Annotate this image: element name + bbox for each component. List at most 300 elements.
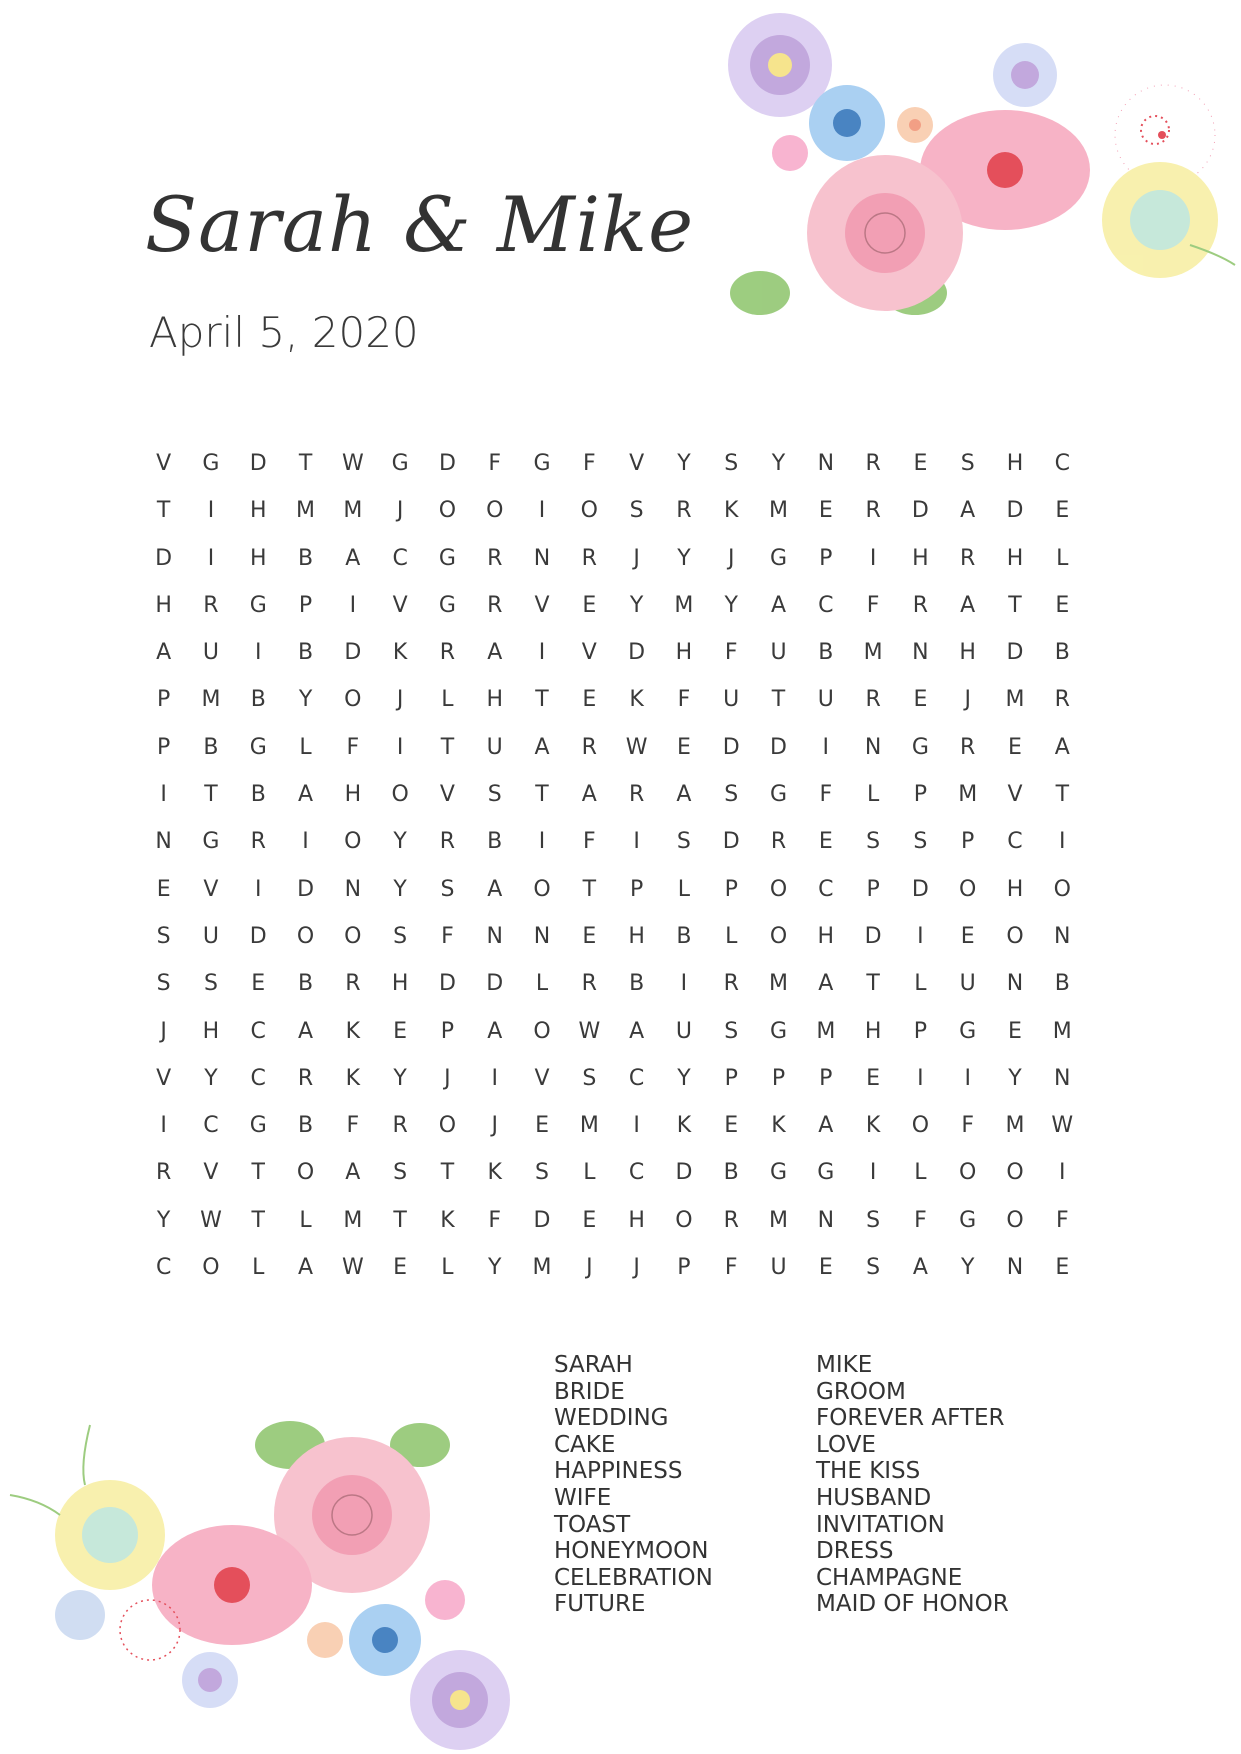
- grid-letter: P: [724, 876, 738, 902]
- grid-row: [140, 1197, 1086, 1244]
- wedding-date: April 5, 2020: [149, 308, 419, 357]
- grid-letter: R: [628, 782, 645, 808]
- grid-letter: K: [723, 498, 739, 524]
- grid-letter: I: [160, 782, 167, 808]
- grid-letter: I: [869, 545, 877, 571]
- grid-letter: L: [1056, 545, 1069, 571]
- grid-letter: N: [533, 923, 551, 949]
- grid-row: [140, 913, 1086, 960]
- grid-letter: F: [488, 1207, 502, 1233]
- grid-letter: K: [865, 1113, 881, 1139]
- grid-letter: T: [156, 498, 171, 524]
- grid-letter: A: [770, 592, 787, 618]
- grid-letter: N: [1054, 1065, 1071, 1091]
- grid-letter: O: [1053, 876, 1071, 902]
- grid-letter: D: [911, 498, 929, 524]
- grid-row: [140, 487, 1086, 534]
- grid-letter: M: [769, 971, 788, 997]
- grid-letter: U: [675, 1018, 692, 1044]
- grid-letter: O: [296, 1160, 315, 1186]
- grid-letter: P: [771, 1065, 786, 1091]
- grid-letter: E: [582, 687, 597, 713]
- grid-letter: T: [251, 1207, 265, 1233]
- word-list-item: SARAH: [554, 1352, 633, 1378]
- grid-letter: I: [538, 498, 546, 524]
- grid-letter: J: [444, 1065, 451, 1091]
- grid-letter: B: [629, 971, 645, 997]
- grid-letter: Y: [960, 1255, 975, 1281]
- grid-letter: N: [533, 545, 551, 571]
- grid-letter: G: [769, 782, 788, 808]
- grid-letter: K: [629, 687, 644, 713]
- grid-letter: H: [628, 1207, 645, 1233]
- grid-letter: D: [486, 971, 504, 997]
- grid-letter: T: [204, 782, 218, 808]
- floral-decoration-bottom-left: [0, 1415, 530, 1754]
- grid-letter: A: [1054, 734, 1070, 760]
- grid-letter: H: [959, 640, 976, 666]
- grid-letter: S: [487, 782, 502, 808]
- grid-letter: E: [913, 451, 928, 476]
- grid-letter: E: [818, 829, 833, 855]
- grid-letter: S: [440, 876, 455, 902]
- grid-letter: E: [724, 1113, 739, 1139]
- grid-letter: S: [866, 1207, 881, 1233]
- grid-letter: Y: [204, 1065, 218, 1091]
- word-list-item: HONEYMOON: [554, 1538, 709, 1565]
- grid-letter: R: [581, 545, 597, 571]
- grid-letter: B: [250, 782, 266, 808]
- grid-letter: T: [1008, 592, 1022, 618]
- grid-letter: Y: [771, 451, 786, 476]
- grid-letter: B: [250, 687, 266, 713]
- grid-letter: F: [346, 734, 360, 760]
- grid-letter: S: [866, 829, 881, 855]
- grid-letter: H: [391, 971, 409, 997]
- grid-letter: O: [769, 876, 788, 902]
- word-list-item: HAPPINESS: [554, 1458, 683, 1485]
- grid-letter: D: [533, 1207, 551, 1233]
- grid-letter: E: [393, 1255, 408, 1281]
- grid-letter: J: [160, 1018, 167, 1044]
- grid-letter: M: [1005, 1113, 1025, 1139]
- grid-letter: I: [538, 640, 546, 666]
- grid-letter: S: [913, 829, 928, 855]
- grid-letter: T: [771, 687, 786, 713]
- grid-letter: I: [207, 545, 215, 571]
- grid-letter: J: [633, 545, 640, 571]
- grid-letter: P: [157, 687, 171, 713]
- grid-row: [140, 629, 1086, 676]
- word-list-item: CELEBRATION: [554, 1564, 713, 1591]
- grid-letter: M: [1005, 687, 1025, 713]
- word-list-item: CHAMPAGNE: [816, 1564, 963, 1591]
- grid-letter: I: [822, 734, 830, 760]
- word-list-item: GROOM: [816, 1378, 906, 1405]
- grid-letter: I: [680, 971, 688, 997]
- grid-letter: L: [299, 1207, 312, 1233]
- grid-row: [140, 818, 1086, 865]
- grid-letter: D: [1006, 498, 1024, 524]
- grid-row: [140, 676, 1086, 723]
- grid-letter: I: [869, 1160, 877, 1186]
- grid-letter: R: [250, 829, 266, 855]
- grid-letter: R: [865, 687, 881, 713]
- grid-letter: V: [392, 592, 408, 618]
- grid-letter: Y: [393, 1065, 407, 1091]
- grid-letter: K: [487, 1160, 502, 1186]
- grid-letter: I: [491, 1065, 498, 1091]
- grid-letter: R: [345, 971, 361, 997]
- grid-letter: M: [343, 498, 363, 524]
- grid-letter: P: [677, 1255, 691, 1281]
- grid-letter: G: [769, 1018, 788, 1044]
- grid-letter: P: [819, 545, 833, 571]
- grid-letter: C: [155, 1255, 172, 1281]
- grid-letter: O: [959, 1160, 977, 1186]
- grid-letter: H: [344, 782, 362, 808]
- grid-letter: G: [202, 451, 220, 476]
- grid-row: [140, 1055, 1086, 1102]
- grid-letter: B: [297, 640, 314, 666]
- grid-row: [140, 771, 1086, 818]
- grid-letter: D: [1006, 640, 1024, 666]
- grid-letter: P: [961, 829, 975, 855]
- grid-letter: S: [676, 829, 691, 855]
- grid-letter: A: [345, 1160, 361, 1186]
- grid-letter: A: [818, 1113, 834, 1139]
- grid-letter: R: [770, 829, 787, 855]
- grid-letter: S: [535, 1160, 549, 1186]
- grid-letter: R: [487, 592, 503, 618]
- grid-letter: I: [538, 829, 546, 855]
- grid-letter: U: [817, 687, 834, 713]
- grid-letter: R: [865, 451, 881, 476]
- grid-letter: J: [633, 1255, 640, 1281]
- grid-letter: V: [581, 640, 597, 666]
- grid-letter: S: [393, 1160, 408, 1186]
- grid-letter: D: [155, 545, 173, 571]
- grid-letter: K: [392, 640, 408, 666]
- grid-letter: E: [393, 1018, 408, 1044]
- grid-letter: R: [865, 498, 881, 524]
- grid-letter: L: [299, 734, 312, 760]
- grid-letter: H: [1006, 545, 1024, 571]
- grid-letter: M: [958, 782, 978, 808]
- grid-letter: I: [160, 1113, 167, 1139]
- grid-letter: T: [393, 1207, 407, 1233]
- grid-letter: W: [341, 1255, 364, 1281]
- grid-letter: I: [302, 829, 309, 855]
- grid-letter: N: [155, 829, 172, 855]
- grid-letter: B: [1054, 640, 1070, 666]
- grid-letter: F: [866, 592, 880, 618]
- grid-letter: U: [202, 923, 219, 949]
- grid-letter: B: [1054, 971, 1070, 997]
- grid-letter: R: [1054, 687, 1070, 713]
- grid-letter: P: [913, 782, 928, 808]
- grid-letter: O: [438, 1113, 457, 1139]
- grid-letter: G: [769, 545, 788, 571]
- grid-letter: L: [677, 876, 691, 902]
- grid-letter: V: [534, 1065, 550, 1091]
- grid-letter: J: [586, 1255, 593, 1281]
- grid-row: [140, 724, 1086, 771]
- grid-letter: A: [487, 876, 503, 902]
- grid-letter: F: [346, 1113, 360, 1139]
- grid-letter: A: [298, 782, 314, 808]
- grid-letter: E: [582, 923, 597, 949]
- grid-letter: B: [203, 734, 219, 760]
- grid-letter: F: [819, 782, 833, 808]
- grid-letter: A: [676, 782, 692, 808]
- grid-letter: O: [1006, 1207, 1024, 1233]
- grid-letter: L: [535, 971, 549, 997]
- grid-letter: V: [629, 451, 645, 476]
- grid-letter: O: [391, 782, 409, 808]
- grid-letter: E: [251, 971, 266, 997]
- grid-letter: Y: [677, 545, 691, 571]
- grid-letter: C: [250, 1065, 266, 1091]
- grid-letter: T: [535, 782, 549, 808]
- grid-letter: E: [866, 1065, 881, 1091]
- grid-letter: A: [581, 782, 597, 808]
- grid-letter: A: [298, 1255, 314, 1281]
- grid-letter: P: [913, 1018, 928, 1044]
- grid-letter: W: [1051, 1113, 1074, 1139]
- grid-letter: V: [156, 451, 172, 476]
- grid-letter: G: [959, 1207, 977, 1233]
- grid-letter: E: [913, 687, 928, 713]
- grid-letter: C: [1007, 829, 1023, 855]
- grid-letter: D: [297, 876, 315, 902]
- grid-letter: D: [911, 876, 929, 902]
- grid-letter: E: [1055, 1255, 1070, 1281]
- grid-letter: R: [439, 640, 456, 666]
- grid-letter: D: [249, 451, 267, 476]
- word-list-item: WEDDING: [554, 1405, 669, 1432]
- grid-letter: C: [250, 1018, 266, 1044]
- grid-letter: I: [964, 1065, 971, 1091]
- grid-letter: T: [535, 687, 549, 713]
- grid-letter: S: [582, 1065, 597, 1091]
- grid-letter: V: [203, 1160, 219, 1186]
- grid-letter: S: [724, 451, 739, 476]
- grid-letter: E: [1055, 592, 1070, 618]
- grid-letter: R: [297, 1065, 314, 1091]
- grid-letter: M: [579, 1113, 599, 1139]
- grid-letter: U: [723, 687, 740, 713]
- grid-letter: N: [486, 923, 503, 949]
- grid-letter: T: [582, 876, 597, 902]
- grid-letter: P: [157, 734, 171, 760]
- grid-letter: N: [912, 640, 929, 666]
- grid-letter: H: [675, 640, 693, 666]
- grid-letter: M: [343, 1207, 363, 1233]
- word-list-item: CAKE: [554, 1431, 616, 1458]
- grid-letter: D: [864, 923, 882, 949]
- grid-letter: H: [486, 687, 503, 713]
- grid-letter: I: [349, 592, 357, 618]
- word-search-grid: [140, 440, 1086, 1291]
- grid-letter: R: [723, 971, 739, 997]
- grid-letter: I: [917, 923, 924, 949]
- word-list-left: [554, 1352, 713, 1618]
- grid-letter: C: [628, 1160, 645, 1186]
- grid-letter: N: [344, 876, 362, 902]
- grid-letter: D: [438, 971, 456, 997]
- grid-letter: A: [960, 592, 976, 618]
- grid-letter: A: [818, 971, 834, 997]
- grid-letter: J: [396, 498, 404, 524]
- grid-letter: H: [202, 1018, 220, 1044]
- grid-letter: I: [1059, 829, 1066, 855]
- grid-letter: O: [1006, 1160, 1024, 1186]
- grid-letter: L: [441, 687, 454, 713]
- grid-letter: P: [819, 1065, 833, 1091]
- grid-letter: H: [912, 545, 929, 571]
- grid-letter: O: [769, 923, 788, 949]
- grid-letter: F: [441, 923, 454, 949]
- grid-letter: R: [960, 545, 976, 571]
- grid-letter: I: [254, 640, 262, 666]
- grid-letter: O: [486, 498, 504, 524]
- grid-letter: C: [203, 1113, 219, 1139]
- grid-letter: D: [344, 640, 362, 666]
- grid-letter: L: [914, 1160, 927, 1186]
- grid-letter: C: [818, 876, 834, 902]
- grid-letter: U: [959, 971, 976, 997]
- grid-letter: O: [580, 498, 598, 524]
- grid-letter: J: [491, 1113, 498, 1139]
- grid-letter: S: [629, 498, 644, 524]
- grid-letter: U: [770, 1255, 787, 1281]
- grid-letter: N: [1006, 971, 1024, 997]
- grid-letter: I: [396, 734, 404, 760]
- grid-letter: E: [156, 876, 171, 902]
- grid-letter: P: [724, 1065, 738, 1091]
- grid-letter: E: [818, 1255, 833, 1281]
- grid-letter: W: [200, 1207, 222, 1233]
- grid-letter: A: [912, 1255, 928, 1281]
- grid-letter: K: [771, 1113, 786, 1139]
- grid-letter: C: [1054, 451, 1070, 476]
- grid-letter: H: [1006, 876, 1024, 902]
- grid-letter: N: [1054, 923, 1071, 949]
- grid-letter: F: [488, 451, 502, 476]
- grid-letter: K: [440, 1207, 455, 1233]
- grid-letter: O: [675, 1207, 693, 1233]
- grid-letter: M: [769, 498, 788, 524]
- grid-letter: K: [345, 1065, 361, 1091]
- grid-letter: I: [1059, 1160, 1066, 1186]
- word-list-item: DRESS: [816, 1538, 894, 1565]
- grid-letter: W: [341, 451, 364, 476]
- grid-row: [140, 1244, 1086, 1291]
- grid-letter: K: [676, 1113, 692, 1139]
- grid-letter: H: [628, 923, 645, 949]
- grid-letter: P: [298, 592, 313, 618]
- grid-letter: A: [629, 1018, 645, 1044]
- grid-letter: E: [1008, 734, 1022, 760]
- grid-letter: O: [344, 829, 362, 855]
- grid-letter: G: [817, 1160, 835, 1186]
- grid-letter: A: [487, 1018, 503, 1044]
- grid-letter: D: [770, 734, 787, 760]
- grid-letter: R: [960, 734, 976, 760]
- grid-letter: S: [724, 782, 739, 808]
- grid-letter: U: [770, 640, 787, 666]
- grid-letter: H: [817, 923, 835, 949]
- grid-letter: G: [911, 734, 929, 760]
- grid-letter: L: [914, 971, 927, 997]
- grid-letter: A: [156, 640, 172, 666]
- grid-letter: P: [866, 876, 880, 902]
- grid-letter: A: [487, 640, 503, 666]
- grid-letter: Y: [724, 592, 738, 618]
- grid-letter: H: [155, 592, 172, 618]
- grid-letter: M: [1052, 1018, 1072, 1044]
- grid-letter: G: [769, 1160, 788, 1186]
- grid-letter: I: [254, 876, 262, 902]
- word-list-item: BRIDE: [554, 1378, 625, 1405]
- grid-letter: E: [1055, 498, 1070, 524]
- grid-letter: L: [583, 1160, 596, 1186]
- grid-letter: E: [582, 1207, 597, 1233]
- grid-letter: E: [535, 1113, 549, 1139]
- grid-letter: S: [960, 451, 975, 476]
- grid-letter: T: [251, 1160, 265, 1186]
- grid-letter: G: [391, 451, 409, 476]
- grid-letter: G: [202, 829, 220, 855]
- word-list-item: TOAST: [554, 1511, 631, 1538]
- grid-letter: V: [156, 1065, 172, 1091]
- grid-row: [140, 535, 1086, 582]
- grid-letter: E: [960, 923, 975, 949]
- grid-letter: E: [582, 592, 597, 618]
- grid-letter: B: [487, 829, 503, 855]
- grid-letter: V: [203, 876, 219, 902]
- grid-letter: B: [818, 640, 834, 666]
- grid-letter: N: [864, 734, 882, 760]
- grid-letter: H: [249, 545, 267, 571]
- grid-letter: T: [440, 1160, 455, 1186]
- grid-letter: Y: [298, 687, 313, 713]
- grid-letter: M: [769, 1207, 788, 1233]
- grid-letter: C: [628, 1065, 645, 1091]
- grid-letter: V: [1007, 782, 1023, 808]
- grid-letter: I: [633, 829, 640, 855]
- grid-letter: I: [207, 498, 215, 524]
- grid-letter: U: [486, 734, 503, 760]
- floral-decoration-top-right: [710, 5, 1241, 345]
- grid-letter: N: [1006, 1255, 1024, 1281]
- grid-letter: Y: [677, 451, 691, 476]
- grid-letter: M: [816, 1018, 836, 1044]
- word-list-item: LOVE: [816, 1431, 876, 1458]
- grid-letter: G: [249, 592, 267, 618]
- grid-letter: H: [249, 498, 267, 524]
- grid-letter: G: [959, 1018, 977, 1044]
- grid-letter: I: [633, 1113, 640, 1139]
- grid-letter: B: [723, 1160, 739, 1186]
- word-list-item: WIFE: [554, 1484, 612, 1511]
- grid-letter: Y: [393, 829, 407, 855]
- grid-letter: R: [581, 734, 597, 760]
- grid-row: [140, 1149, 1086, 1196]
- grid-letter: Y: [629, 592, 644, 618]
- grid-letter: M: [674, 592, 694, 618]
